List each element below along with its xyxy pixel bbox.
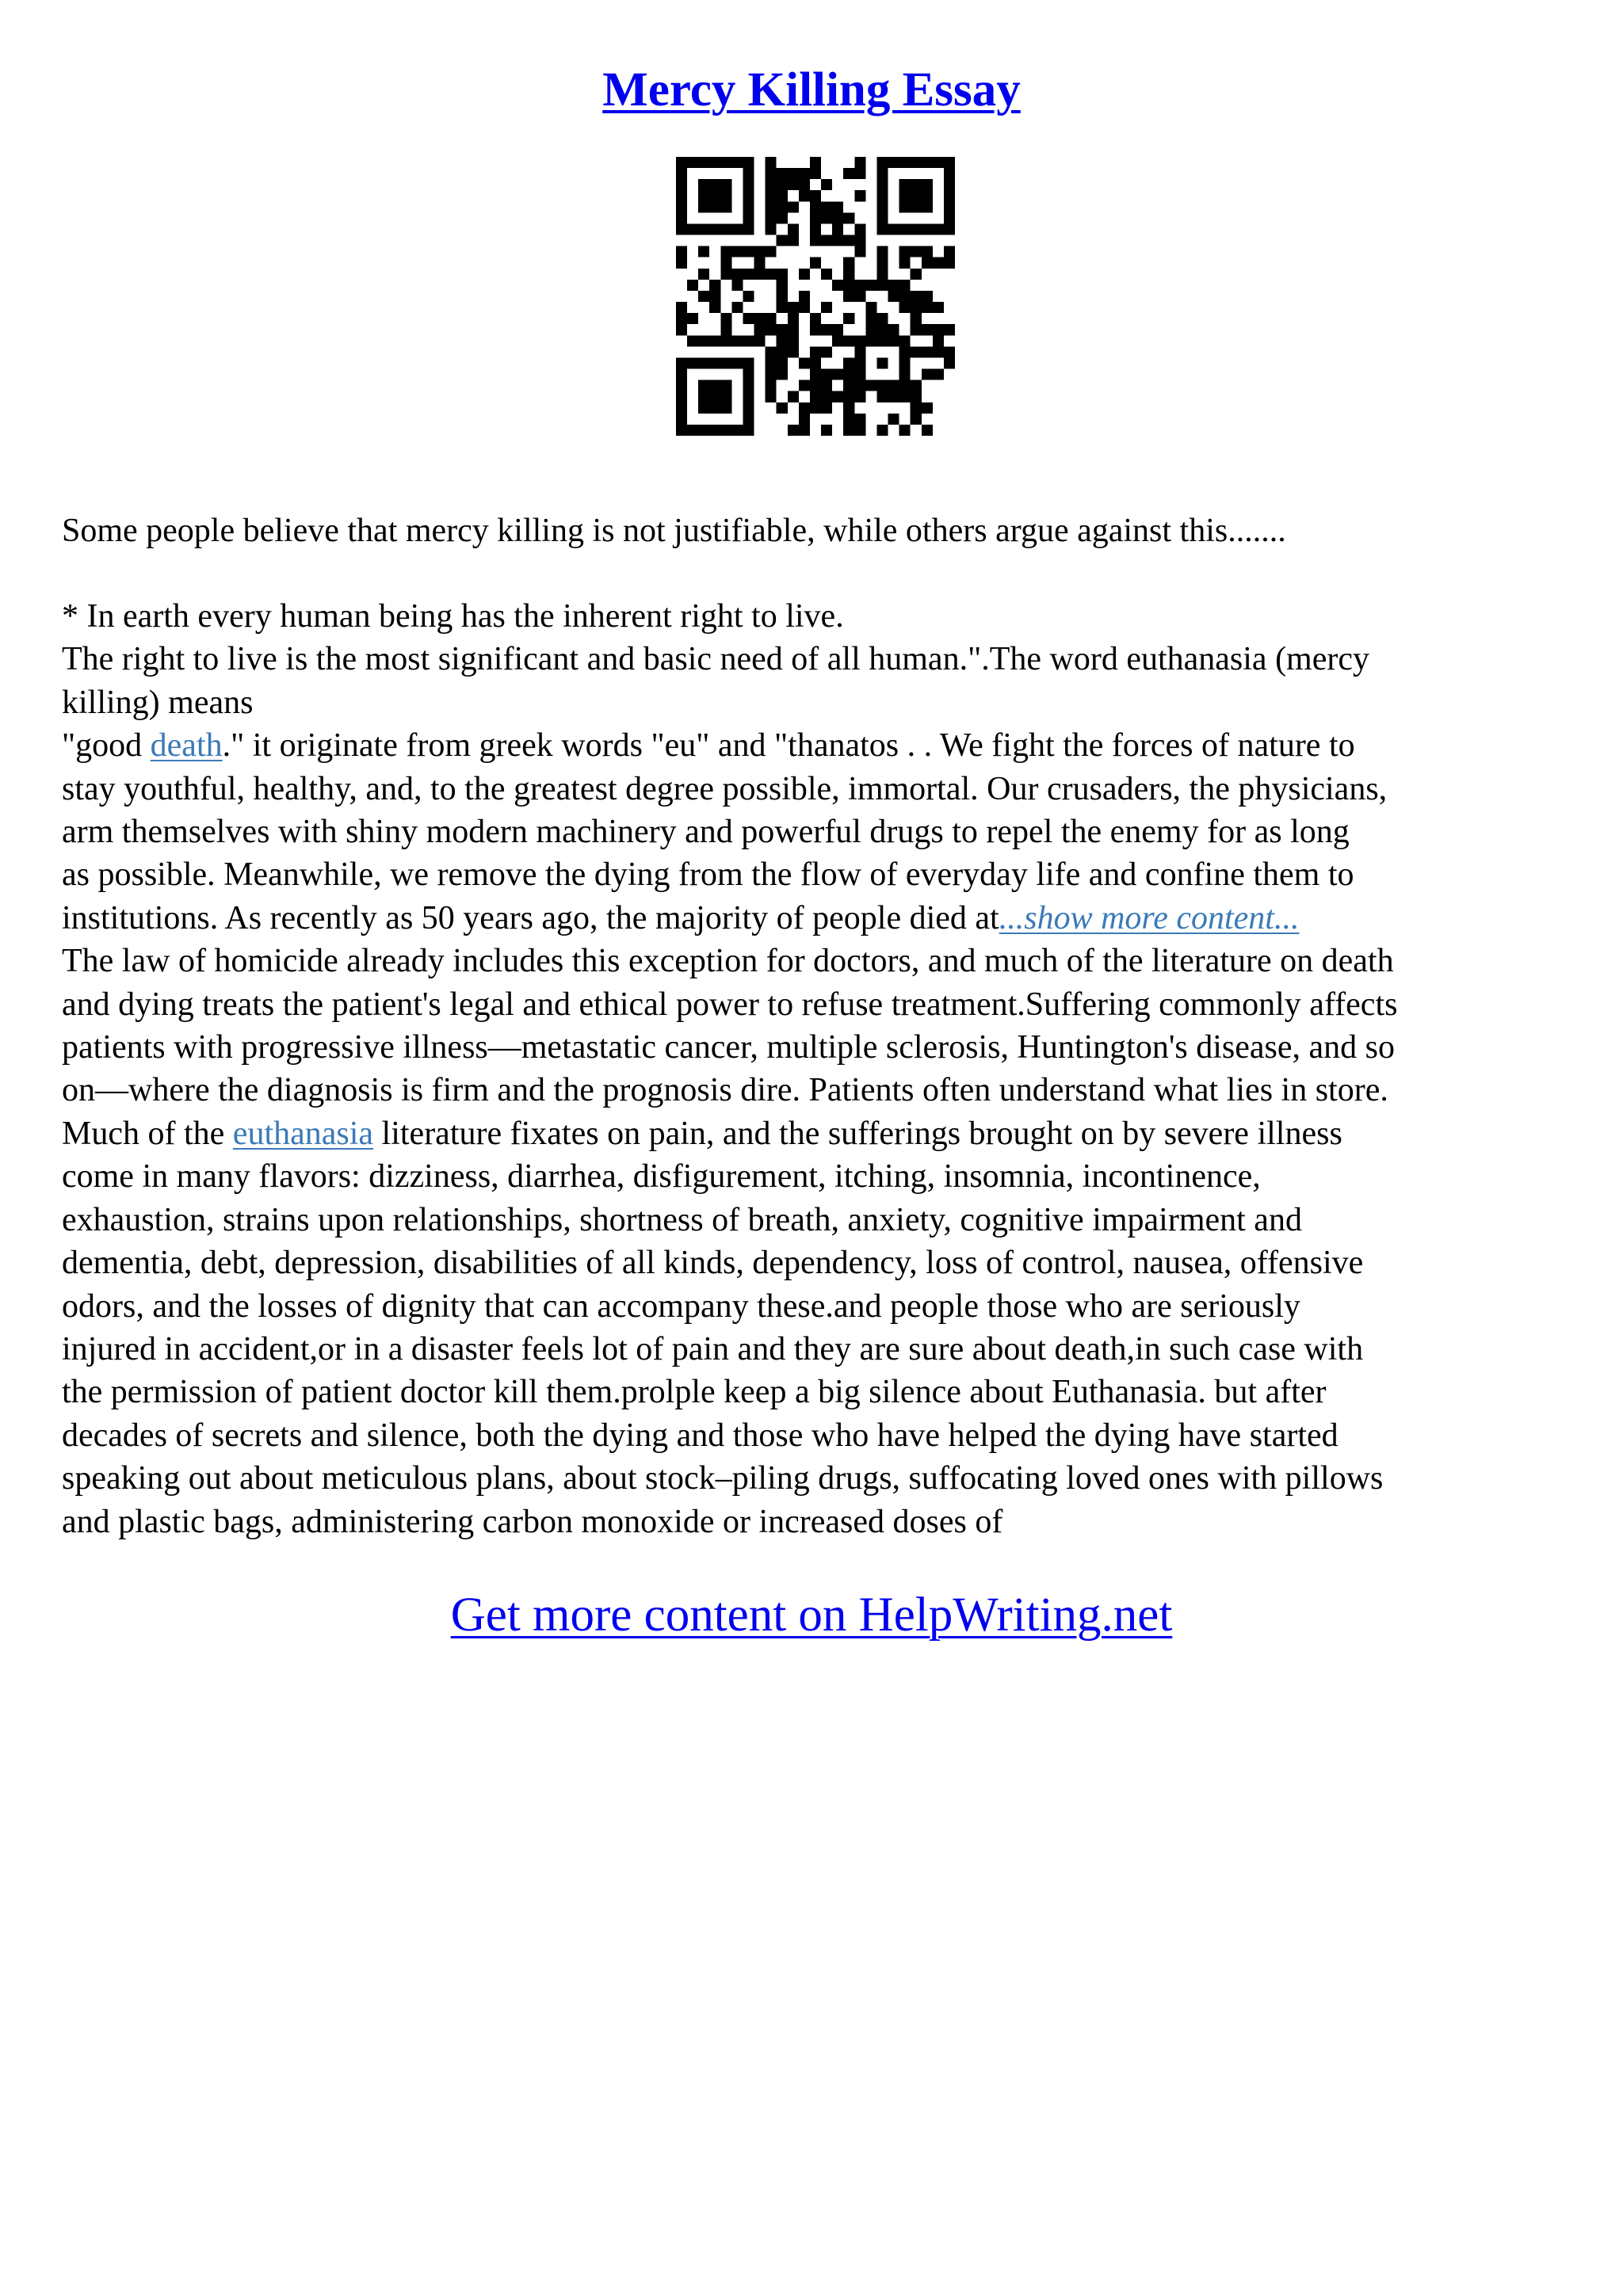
- essay-text: Much of the: [62, 1115, 233, 1152]
- essay-line: and dying treats the patient's legal and ethical power to refuse treatment.Suffering commonly affects: [62, 986, 1398, 1023]
- essay-line: killing) means: [62, 684, 254, 721]
- essay-line: on—where the diagnosis is firm and the prognosis dire. Patients often understand what lies in store.: [62, 1072, 1388, 1109]
- essay-line: [62, 897, 1560, 940]
- essay-line: as possible. Meanwhile, we remove the dying from the flow of everyday life and confine them to: [62, 856, 1354, 894]
- essay-text: "good: [62, 727, 151, 765]
- essay-line: odors, and the losses of dignity that can accompany these.and people those who are seriously: [62, 1287, 1300, 1325]
- intro-paragraph: Some people believe that mercy killing is not justifiable, while others argue against this.......: [62, 513, 1286, 549]
- get-more-content-link[interactable]: Get more content on HelpWriting.net: [450, 1589, 1173, 1642]
- footer: [0, 1584, 1623, 1647]
- essay-line: speaking out about meticulous plans, about stock–piling drugs, suffocating loved ones with pillows: [62, 1460, 1384, 1497]
- euthanasia-link[interactable]: euthanasia: [232, 1115, 374, 1152]
- qr-code-icon: [676, 157, 955, 436]
- essay-line: come in many flavors: dizziness, diarrhea, disfigurement, itching, insomnia, incontinence,: [62, 1158, 1261, 1196]
- essay-line: [62, 1112, 1560, 1155]
- essay-line: The right to live is the most significant and basic need of all human.".The word euthanasia (mercy: [62, 641, 1369, 678]
- show-more-content-link[interactable]: ...show more content...: [999, 899, 1300, 936]
- essay-line: dementia, debt, depression, disabilities of all kinds, dependency, loss of control, nausea, offensive: [62, 1245, 1364, 1282]
- essay-body: [62, 595, 1560, 1543]
- essay-text: institutions. As recently as 50 years ago, the majority of people died at: [62, 899, 999, 936]
- essay-line: and plastic bags, administering carbon monoxide or increased doses of: [62, 1503, 1003, 1540]
- essay-line: exhaustion, strains upon relationships, shortness of breath, anxiety, cognitive impairment and: [62, 1201, 1302, 1238]
- document-title: [0, 59, 1623, 122]
- essay-line: [62, 724, 1560, 767]
- essay-line: arm themselves with shiny modern machinery and powerful drugs to repel the enemy for as long: [62, 814, 1350, 851]
- essay-line: patients with progressive illness—metastatic cancer, multiple sclerosis, Huntington's disease, and so: [62, 1029, 1396, 1066]
- essay-line: decades of secrets and silence, both the dying and those who have helped the dying have started: [62, 1417, 1338, 1454]
- essay-text: ." it originate from greek words "eu" and "thanatos . . We fight the forces of nature to: [222, 727, 1355, 765]
- essay-line: * In earth every human being has the inherent right to live.: [62, 598, 844, 635]
- essay-line: stay youthful, healthy, and, to the greatest degree possible, immortal. Our crusaders, the physicians,: [62, 770, 1388, 807]
- title-link[interactable]: Mercy Killing Essay: [602, 63, 1021, 116]
- essay-line: injured in accident,or in a disaster feels lot of pain and they are sure about death,in such case with: [62, 1330, 1364, 1367]
- death-link[interactable]: death: [150, 727, 223, 765]
- essay-text: literature fixates on pain, and the sufferings brought on by severe illness: [373, 1115, 1342, 1152]
- essay-line: The law of homicide already includes this exception for doctors, and much of the literature on death: [62, 943, 1394, 980]
- essay-line: the permission of patient doctor kill them.prolple keep a big silence about Euthanasia. but after: [62, 1374, 1327, 1411]
